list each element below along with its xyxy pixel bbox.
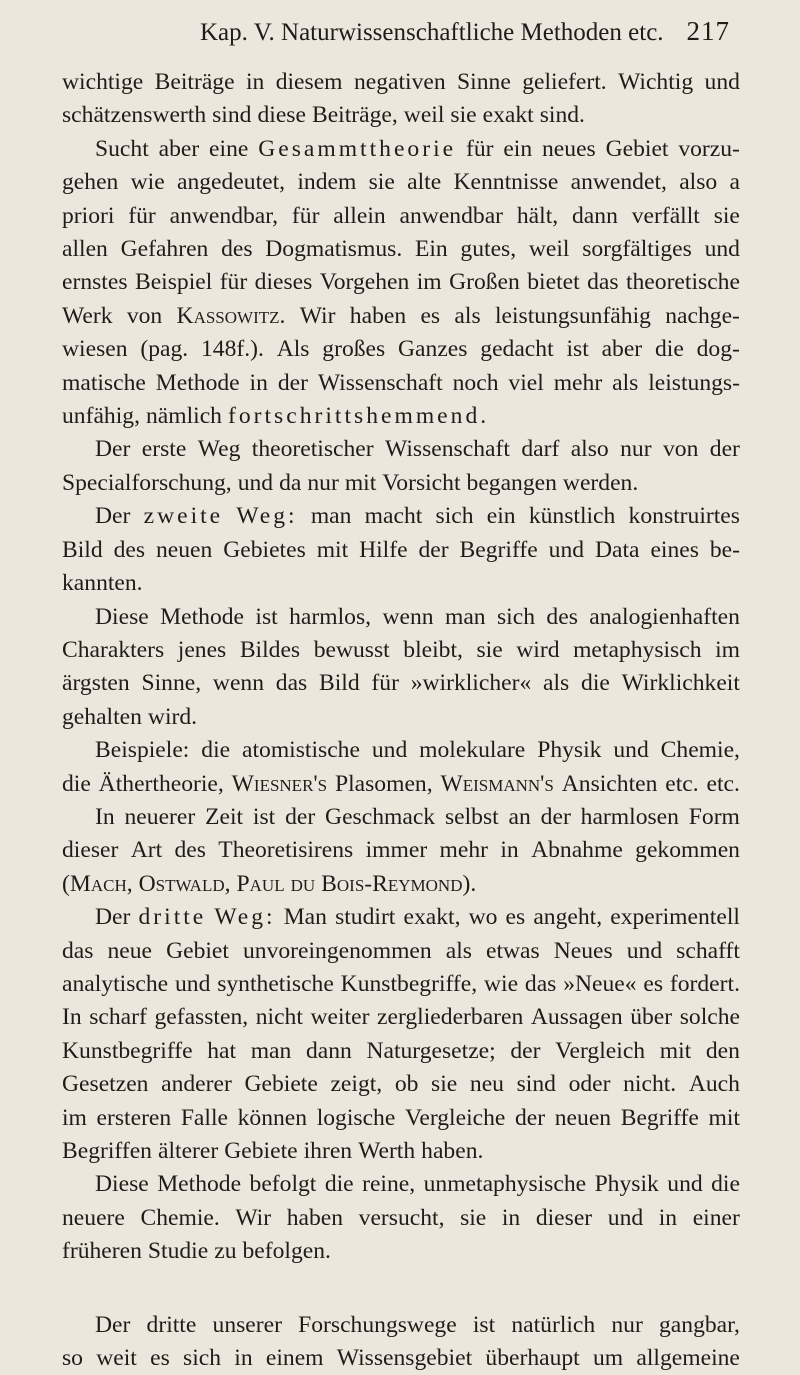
text-line: die Äthertheorie, Wiesner's Plasomen, Weismann's Ansichten etc. etc. <box>62 770 740 797</box>
text-line: Bild des neuen Gebietes mit Hilfe der Begriffe und Data eines be- <box>62 536 740 563</box>
running-header <box>200 16 730 47</box>
text-line: wiesen (pag. 148f.). Als großes Ganzes gedacht ist aber die dog- <box>62 336 740 363</box>
text-line: so weit es sich in einem Wissensgebiet überhaupt um allgemeine <box>62 1345 740 1372</box>
text-line: ärgsten Sinne, wenn das Bild für »wirklicher« als die Wirklichkeit <box>62 670 740 697</box>
text-line: Der dritte unserer Forschungswege ist natürlich nur gangbar, <box>95 1311 740 1338</box>
page-number: 217 <box>686 16 730 46</box>
text-line: matische Methode in der Wissenschaft noch viel mehr als leistungs- <box>62 369 740 396</box>
section-gap <box>62 1269 740 1309</box>
text-line: priori für anwendbar, für allein anwendbar hält, dann verfällt sie <box>62 202 740 229</box>
text-line: im ersteren Falle können logische Vergleiche der neuen Begriffe mit <box>62 1104 740 1131</box>
text-line: (Mach, Ostwald, Paul du Bois-Reymond). <box>62 870 477 897</box>
text-line: In neuerer Zeit ist der Geschmack selbst an der harmlosen Form <box>95 803 740 830</box>
text-line: Specialforschung, und da nur mit Vorsicht begangen werden. <box>62 469 639 496</box>
text-line: In scharf gefassten, nicht weiter zergliederbaren Aussagen über solche <box>62 1004 740 1031</box>
text-line: früheren Studie zu befolgen. <box>62 1238 331 1265</box>
text-line: Der erste Weg theoretischer Wissenschaft darf also nur von der <box>95 436 740 463</box>
text-line: Charakters jenes Bildes bewusst bleibt, sie wird metaphysisch im <box>62 636 740 663</box>
text-line: unfähig, nämlich fortschrittshemmend. <box>62 403 487 430</box>
text-line: ernstes Beispiel für dieses Vorgehen im Großen bietet das theoretische <box>62 269 740 296</box>
text-line: Kunstbegriffe hat man dann Naturgesetze; der Vergleich mit den <box>62 1037 740 1064</box>
text-line: gehen wie angedeutet, indem sie alte Kenntnisse anwendet, also a <box>62 169 740 196</box>
text-line: Werk von Kassowitz. Wir haben es als leistungsunfähig nachge- <box>62 302 740 329</box>
text-line: Gesetzen anderer Gebiete zeigt, ob sie neu sind oder nicht. Auch <box>62 1071 740 1098</box>
text-line: kannten. <box>62 570 143 597</box>
text-line: Diese Methode ist harmlos, wenn man sich des analogienhaften <box>95 603 740 630</box>
text-line: analytische und synthetische Kunstbegriffe, wie das »Neue« es fordert. <box>62 970 740 997</box>
text-line: Sucht aber eine Gesammttheorie für ein neues Gebiet vorzu- <box>95 135 740 162</box>
text-line: das neue Gebiet unvoreingenommen als etwas Neues und schafft <box>62 937 740 964</box>
text-line: schätzenswerth sind diese Beiträge, weil sie exakt sind. <box>62 102 585 129</box>
text-line: Diese Methode befolgt die reine, unmetaphysische Physik und die <box>95 1171 740 1198</box>
body-text <box>62 66 740 1375</box>
text-line: neuere Chemie. Wir haben versucht, sie in dieser und in einer <box>62 1204 740 1231</box>
text-line: Der zweite Weg: man macht sich ein künstlich konstruirtes <box>95 503 740 530</box>
text-line: allen Gefahren des Dogmatismus. Ein gutes, weil sorgfältiges und <box>62 236 740 263</box>
text-line: wichtige Beiträge in diesem negativen Sinne geliefert. Wichtig und <box>62 69 740 95</box>
text-line: Der dritte Weg: Man studirt exakt, wo es angeht, experimentell <box>95 904 740 931</box>
text-line: Beispiele: die atomistische und molekulare Physik und Chemie, <box>95 737 740 764</box>
text-line: dieser Art des Theoretisirens immer mehr in Abnahme gekommen <box>62 837 740 864</box>
text-line: Begriffen älterer Gebiete ihren Werth haben. <box>62 1138 484 1164</box>
chapter-title: Kap. V. Naturwissenschaftliche Methoden etc. <box>200 19 664 46</box>
text-line: gehalten wird. <box>62 703 198 730</box>
